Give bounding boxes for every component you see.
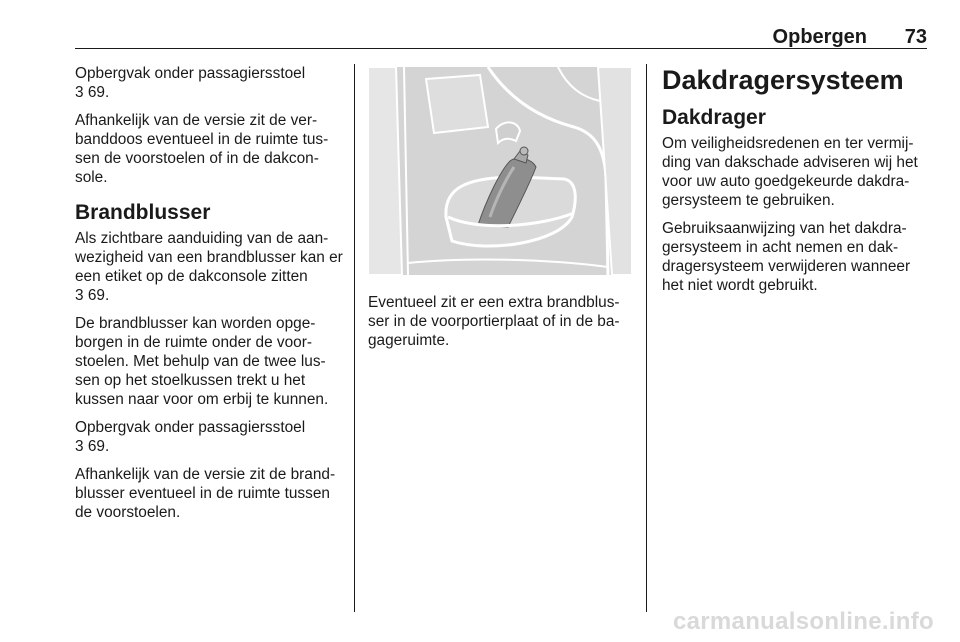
- door-extinguisher-illustration: [368, 67, 632, 275]
- section-title: Opbergen: [772, 26, 867, 48]
- reference-arrow-icon: 3: [75, 438, 84, 455]
- paragraph-between-seats: Afhankelijk van de versie zit de brand-blusser eventueel in de ruimte tussen de voorstoelen.: [75, 466, 336, 521]
- paragraph-storage-ref-1: Opbergvak onder passagiersstoel 3 69.: [75, 65, 306, 101]
- column-right: [662, 64, 930, 304]
- page-reference-link[interactable]: 3 69.: [75, 287, 110, 304]
- paragraph-storage-ref-2: Opbergvak onder passagiersstoel 3 69.: [75, 419, 306, 455]
- figure-caption: Eventueel zit er een extra brandblus-ser in de voorportierplaat of in de ba-gageruimte.: [368, 294, 620, 349]
- page-number: 73: [904, 26, 927, 48]
- reference-arrow-icon: 3: [75, 287, 84, 304]
- column-divider-left: [354, 64, 355, 612]
- page-header: [75, 22, 927, 49]
- column-middle: [368, 64, 632, 359]
- heading-roof-rack: Dakdrager: [662, 106, 766, 129]
- paragraph-safety: Om veiligheidsredenen en ter vermij-ding van dakschade adviseren wij het voor uw auto goedgekeurde dakdra-gersysteem te gebruiken.: [662, 135, 918, 209]
- paragraph-first-aid: Afhankelijk van de versie zit de ver-banddoos eventueel in de ruimte tus-sen de voorstoelen of in de dakcon-sole.: [75, 112, 329, 186]
- paragraph-label: Als zichtbare aanduiding van de aan-wezigheid van een brandblusser kan er een etiket op de dakconsole zitten 3 69.: [75, 230, 343, 304]
- column-divider-right: [646, 64, 647, 612]
- page-reference-link[interactable]: 3 69.: [75, 438, 110, 455]
- column-left: [75, 64, 343, 531]
- door-panel-drawing: [368, 67, 632, 275]
- paragraph-storage-seat: De brandblusser kan worden opge-borgen in de ruimte onder de voor-stoelen. Met behulp van de twee lus-sen op het stoelkussen trekt u het kussen naar voor om erbij te kunnen.: [75, 315, 329, 408]
- reference-arrow-icon: 3: [75, 84, 84, 101]
- watermark-text: carmanualsonline.info: [672, 608, 934, 635]
- page-reference-link[interactable]: 3 69.: [75, 84, 110, 101]
- heading-fire-extinguisher: Brandblusser: [75, 201, 211, 224]
- paragraph-instructions: Gebruiksaanwijzing van het dakdra-gersysteem in acht nemen en dak-dragersysteem verwijderen wanneer het niet wordt gebruikt.: [662, 220, 911, 294]
- heading-roof-rack-system: Dakdragersysteem: [662, 65, 904, 95]
